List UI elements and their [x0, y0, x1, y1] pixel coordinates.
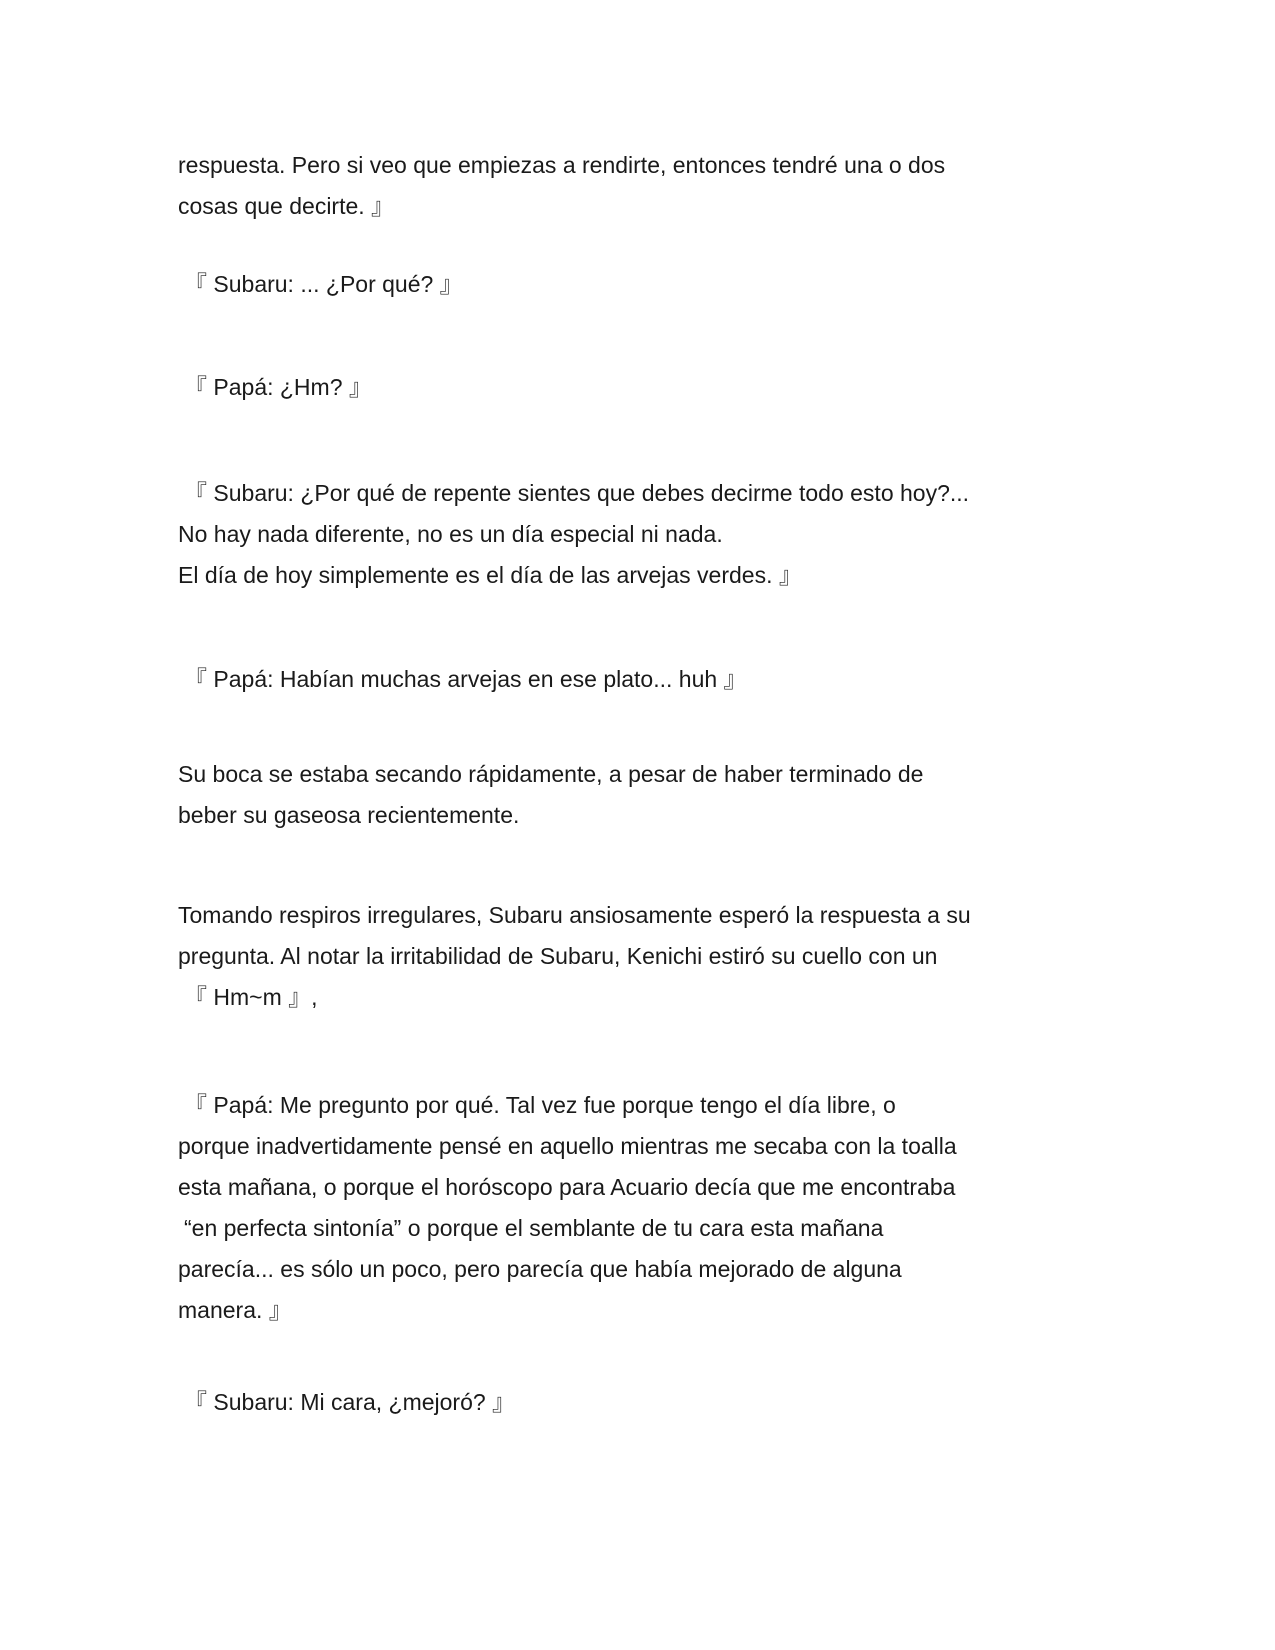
dialogue-papa-2 [178, 659, 1108, 700]
text-line: “en perfecta sintonía” o porque el semblante de tu cara esta mañana [184, 1215, 884, 1241]
text-line: No hay nada diferente, no es un día especial ni nada. [178, 521, 723, 547]
dialogue-subaru-2 [178, 473, 1108, 596]
paragraph-narration-1 [178, 145, 1108, 227]
text-line: 『 Subaru: ¿Por qué de repente sientes que debes decirme todo esto hoy?... [184, 480, 970, 506]
text-line: respuesta. Pero si veo que empiezas a rendirte, entonces tendré una o dos [178, 152, 946, 178]
text-line: 『 Papá: Habían muchas arvejas en ese plato... huh 』 [184, 666, 747, 692]
dialogue-papa-3 [178, 1085, 1108, 1331]
text-line: Tomando respiros irregulares, Subaru ansiosamente esperó la respuesta a su [178, 902, 971, 928]
text-line: 『 Hm~m 』, [184, 984, 318, 1010]
text-line: esta mañana, o porque el horóscopo para Acuario decía que me encontraba [178, 1174, 956, 1200]
text-line: 『 Subaru: Mi cara, ¿mejoró? 』 [184, 1389, 516, 1415]
dialogue-subaru-1 [178, 264, 1108, 305]
text-line: El día de hoy simplemente es el día de las arvejas verdes. 』 [178, 562, 802, 588]
text-line: porque inadvertidamente pensé en aquello mientras me secaba con la toalla [178, 1133, 957, 1159]
paragraph-narration-2 [178, 754, 1108, 836]
text-line: 『 Papá: ¿Hm? 』 [184, 374, 372, 400]
dialogue-subaru-3 [178, 1382, 1108, 1423]
text-line: parecía... es sólo un poco, pero parecía que había mejorado de alguna [178, 1256, 902, 1282]
dialogue-papa-1 [178, 367, 1108, 408]
text-line: beber su gaseosa recientemente. [178, 802, 520, 828]
text-line: 『 Papá: Me pregunto por qué. Tal vez fue porque tengo el día libre, o [184, 1092, 896, 1118]
text-line: cosas que decirte. 』 [178, 193, 395, 219]
text-line: Su boca se estaba secando rápidamente, a pesar de haber terminado de [178, 761, 924, 787]
text-line: 『 Subaru: ... ¿Por qué? 』 [184, 271, 463, 297]
text-line: pregunta. Al notar la irritabilidad de Subaru, Kenichi estiró su cuello con un [178, 943, 938, 969]
paragraph-narration-3 [178, 895, 1108, 1018]
text-line: manera. 』 [178, 1297, 292, 1323]
